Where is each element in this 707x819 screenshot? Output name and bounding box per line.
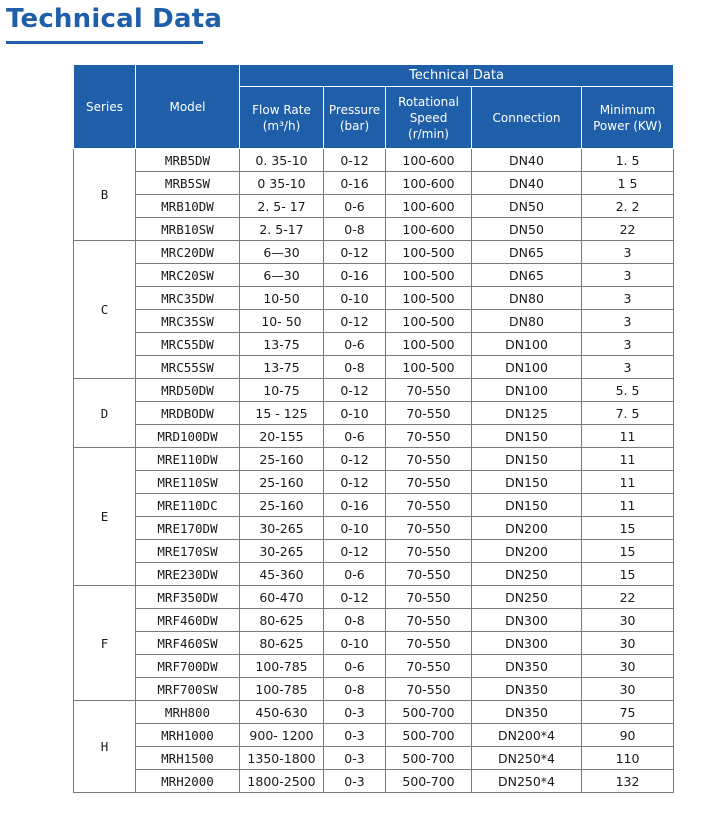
header-series: Series — [74, 65, 136, 149]
model-cell: MRF350DW — [136, 586, 240, 609]
model-cell: MRB10DW — [136, 195, 240, 218]
header-model: Model — [136, 65, 240, 149]
pressure-cell: 0-16 — [324, 494, 386, 517]
header-rotational-speed: Rotational Speed (r/min) — [386, 87, 472, 149]
pressure-cell: 0-10 — [324, 632, 386, 655]
connection-cell: DN350 — [472, 655, 582, 678]
minimum-power-cell: 30 — [582, 609, 674, 632]
table-row — [74, 195, 674, 218]
minimum-power-cell: 15 — [582, 517, 674, 540]
pressure-cell: 0-12 — [324, 379, 386, 402]
series-cell: C — [74, 241, 136, 379]
table-row — [74, 701, 674, 724]
table-body — [74, 149, 674, 793]
minimum-power-cell: 11 — [582, 448, 674, 471]
series-cell: E — [74, 448, 136, 586]
table-row — [74, 287, 674, 310]
rotational-speed-cell: 70-550 — [386, 540, 472, 563]
flow-rate-cell: 10-75 — [240, 379, 324, 402]
flow-rate-cell: 2. 5-17 — [240, 218, 324, 241]
model-cell: MRC35DW — [136, 287, 240, 310]
flow-rate-cell: 80-625 — [240, 632, 324, 655]
page-title: Technical Data — [6, 4, 223, 34]
technical-data-table — [73, 64, 674, 793]
rotational-speed-cell: 100-600 — [386, 149, 472, 172]
rotational-speed-cell: 70-550 — [386, 609, 472, 632]
minimum-power-cell: 30 — [582, 678, 674, 701]
rotational-speed-cell: 500-700 — [386, 701, 472, 724]
connection-cell: DN125 — [472, 402, 582, 425]
minimum-power-cell: 90 — [582, 724, 674, 747]
series-cell: D — [74, 379, 136, 448]
model-cell: MRB5DW — [136, 149, 240, 172]
flow-rate-cell: 60-470 — [240, 586, 324, 609]
connection-cell: DN250 — [472, 563, 582, 586]
pressure-cell: 0-12 — [324, 540, 386, 563]
pressure-cell: 0-3 — [324, 770, 386, 793]
minimum-power-cell: 11 — [582, 425, 674, 448]
rotational-speed-cell: 70-550 — [386, 563, 472, 586]
rotational-speed-cell: 500-700 — [386, 770, 472, 793]
pressure-cell: 0-6 — [324, 195, 386, 218]
rotational-speed-cell: 70-550 — [386, 586, 472, 609]
table-row — [74, 310, 674, 333]
table-row — [74, 609, 674, 632]
connection-cell: DN40 — [472, 172, 582, 195]
flow-rate-cell: 80-625 — [240, 609, 324, 632]
model-cell: MRH1500 — [136, 747, 240, 770]
minimum-power-cell: 132 — [582, 770, 674, 793]
flow-rate-cell: 6—30 — [240, 264, 324, 287]
minimum-power-cell: 11 — [582, 494, 674, 517]
connection-cell: DN100 — [472, 356, 582, 379]
model-cell: MRC20SW — [136, 264, 240, 287]
connection-cell: DN150 — [472, 425, 582, 448]
pressure-cell: 0-3 — [324, 701, 386, 724]
flow-rate-cell: 10-50 — [240, 287, 324, 310]
table-row — [74, 517, 674, 540]
table-row — [74, 402, 674, 425]
rotational-speed-cell: 100-500 — [386, 356, 472, 379]
connection-cell: DN250 — [472, 586, 582, 609]
flow-rate-cell: 100-785 — [240, 678, 324, 701]
connection-cell: DN250*4 — [472, 770, 582, 793]
model-cell: MRF460DW — [136, 609, 240, 632]
rotational-speed-cell: 70-550 — [386, 655, 472, 678]
minimum-power-cell: 7. 5 — [582, 402, 674, 425]
table-row — [74, 586, 674, 609]
pressure-cell: 0-3 — [324, 724, 386, 747]
series-cell: H — [74, 701, 136, 793]
pressure-cell: 0-12 — [324, 448, 386, 471]
model-cell: MRF700SW — [136, 678, 240, 701]
model-cell: MRE170SW — [136, 540, 240, 563]
series-cell: F — [74, 586, 136, 701]
rotational-speed-cell: 100-500 — [386, 333, 472, 356]
header-minimum-power: Minimum Power (KW) — [582, 87, 674, 149]
minimum-power-cell: 75 — [582, 701, 674, 724]
rotational-speed-cell: 70-550 — [386, 678, 472, 701]
pressure-cell: 0-8 — [324, 218, 386, 241]
connection-cell: DN200*4 — [472, 724, 582, 747]
rotational-speed-cell: 100-500 — [386, 241, 472, 264]
model-cell: MRC55DW — [136, 333, 240, 356]
minimum-power-cell: 22 — [582, 586, 674, 609]
series-cell: B — [74, 149, 136, 241]
pressure-cell: 0-16 — [324, 172, 386, 195]
model-cell: MRF460SW — [136, 632, 240, 655]
connection-cell: DN150 — [472, 471, 582, 494]
model-cell: MRD50DW — [136, 379, 240, 402]
model-cell: MRH2000 — [136, 770, 240, 793]
rotational-speed-cell: 70-550 — [386, 425, 472, 448]
flow-rate-cell: 30-265 — [240, 540, 324, 563]
connection-cell: DN250*4 — [472, 747, 582, 770]
pressure-cell: 0-6 — [324, 655, 386, 678]
flow-rate-cell: 0. 35-10 — [240, 149, 324, 172]
model-cell: MRH1000 — [136, 724, 240, 747]
flow-rate-cell: 2. 5- 17 — [240, 195, 324, 218]
pressure-cell: 0-12 — [324, 310, 386, 333]
model-cell: MRE110DC — [136, 494, 240, 517]
minimum-power-cell: 11 — [582, 471, 674, 494]
connection-cell: DN50 — [472, 218, 582, 241]
pressure-cell: 0-8 — [324, 356, 386, 379]
pressure-cell: 0-6 — [324, 425, 386, 448]
minimum-power-cell: 5. 5 — [582, 379, 674, 402]
table-row — [74, 494, 674, 517]
connection-cell: DN150 — [472, 494, 582, 517]
table-row — [74, 149, 674, 172]
model-cell: MRF700DW — [136, 655, 240, 678]
title-underline — [6, 41, 203, 44]
model-cell: MRB10SW — [136, 218, 240, 241]
rotational-speed-cell: 70-550 — [386, 632, 472, 655]
rotational-speed-cell: 100-600 — [386, 218, 472, 241]
table-row — [74, 356, 674, 379]
header-connection: Connection — [472, 87, 582, 149]
flow-rate-cell: 25-160 — [240, 494, 324, 517]
table-row — [74, 471, 674, 494]
flow-rate-cell: 450-630 — [240, 701, 324, 724]
model-cell: MRC55SW — [136, 356, 240, 379]
flow-rate-cell: 25-160 — [240, 448, 324, 471]
rotational-speed-cell: 70-550 — [386, 494, 472, 517]
minimum-power-cell: 1. 5 — [582, 149, 674, 172]
header-pressure: Pressure (bar) — [324, 87, 386, 149]
connection-cell: DN100 — [472, 379, 582, 402]
connection-cell: DN350 — [472, 701, 582, 724]
model-cell: MRD100DW — [136, 425, 240, 448]
minimum-power-cell: 30 — [582, 632, 674, 655]
rotational-speed-cell: 100-500 — [386, 287, 472, 310]
connection-cell: DN80 — [472, 310, 582, 333]
pressure-cell: 0-12 — [324, 149, 386, 172]
rotational-speed-cell: 70-550 — [386, 448, 472, 471]
minimum-power-cell: 110 — [582, 747, 674, 770]
header-flow-rate: Flow Rate (m³/h) — [240, 87, 324, 149]
flow-rate-cell: 900- 1200 — [240, 724, 324, 747]
flow-rate-cell: 100-785 — [240, 655, 324, 678]
table-row — [74, 724, 674, 747]
flow-rate-cell: 15 - 125 — [240, 402, 324, 425]
rotational-speed-cell: 100-500 — [386, 310, 472, 333]
flow-rate-cell: 6—30 — [240, 241, 324, 264]
rotational-speed-cell: 70-550 — [386, 471, 472, 494]
flow-rate-cell: 10- 50 — [240, 310, 324, 333]
connection-cell: DN300 — [472, 609, 582, 632]
connection-cell: DN50 — [472, 195, 582, 218]
minimum-power-cell: 15 — [582, 540, 674, 563]
connection-cell: DN65 — [472, 241, 582, 264]
table-row — [74, 264, 674, 287]
flow-rate-cell: 20-155 — [240, 425, 324, 448]
connection-cell: DN100 — [472, 333, 582, 356]
pressure-cell: 0-10 — [324, 517, 386, 540]
table-row — [74, 678, 674, 701]
rotational-speed-cell: 100-500 — [386, 264, 472, 287]
model-cell: MRE110DW — [136, 448, 240, 471]
flow-rate-cell: 1800-2500 — [240, 770, 324, 793]
minimum-power-cell: 3 — [582, 287, 674, 310]
connection-cell: DN200 — [472, 517, 582, 540]
table-row — [74, 770, 674, 793]
rotational-speed-cell: 70-550 — [386, 517, 472, 540]
model-cell: MRE230DW — [136, 563, 240, 586]
table-row — [74, 425, 674, 448]
table-row — [74, 632, 674, 655]
minimum-power-cell: 3 — [582, 241, 674, 264]
model-cell: MRB5SW — [136, 172, 240, 195]
table-row — [74, 241, 674, 264]
pressure-cell: 0-6 — [324, 563, 386, 586]
pressure-cell: 0-8 — [324, 678, 386, 701]
rotational-speed-cell: 100-600 — [386, 172, 472, 195]
model-cell: MRE110SW — [136, 471, 240, 494]
table-row — [74, 563, 674, 586]
table-row — [74, 655, 674, 678]
pressure-cell: 0-12 — [324, 586, 386, 609]
connection-cell: DN300 — [472, 632, 582, 655]
connection-cell: DN40 — [472, 149, 582, 172]
minimum-power-cell: 3 — [582, 310, 674, 333]
header-technical-data: Technical Data — [240, 65, 674, 87]
rotational-speed-cell: 500-700 — [386, 747, 472, 770]
connection-cell: DN80 — [472, 287, 582, 310]
minimum-power-cell: 2. 2 — [582, 195, 674, 218]
minimum-power-cell: 22 — [582, 218, 674, 241]
connection-cell: DN350 — [472, 678, 582, 701]
model-cell: MRE170DW — [136, 517, 240, 540]
pressure-cell: 0-16 — [324, 264, 386, 287]
pressure-cell: 0-8 — [324, 609, 386, 632]
model-cell: MRH800 — [136, 701, 240, 724]
flow-rate-cell: 30-265 — [240, 517, 324, 540]
minimum-power-cell: 30 — [582, 655, 674, 678]
rotational-speed-cell: 70-550 — [386, 402, 472, 425]
flow-rate-cell: 25-160 — [240, 471, 324, 494]
model-cell: MRDBODW — [136, 402, 240, 425]
flow-rate-cell: 45-360 — [240, 563, 324, 586]
pressure-cell: 0-10 — [324, 287, 386, 310]
pressure-cell: 0-12 — [324, 471, 386, 494]
connection-cell: DN150 — [472, 448, 582, 471]
rotational-speed-cell: 100-600 — [386, 195, 472, 218]
pressure-cell: 0-6 — [324, 333, 386, 356]
table-row — [74, 172, 674, 195]
model-cell: MRC35SW — [136, 310, 240, 333]
minimum-power-cell: 3 — [582, 333, 674, 356]
pressure-cell: 0-3 — [324, 747, 386, 770]
pressure-cell: 0-10 — [324, 402, 386, 425]
minimum-power-cell: 1 5 — [582, 172, 674, 195]
minimum-power-cell: 3 — [582, 356, 674, 379]
table-row — [74, 218, 674, 241]
rotational-speed-cell: 500-700 — [386, 724, 472, 747]
connection-cell: DN65 — [472, 264, 582, 287]
minimum-power-cell: 15 — [582, 563, 674, 586]
flow-rate-cell: 13-75 — [240, 333, 324, 356]
table-row — [74, 379, 674, 402]
table-row — [74, 747, 674, 770]
table-row — [74, 540, 674, 563]
model-cell: MRC20DW — [136, 241, 240, 264]
rotational-speed-cell: 70-550 — [386, 379, 472, 402]
flow-rate-cell: 0 35-10 — [240, 172, 324, 195]
minimum-power-cell: 3 — [582, 264, 674, 287]
connection-cell: DN200 — [472, 540, 582, 563]
pressure-cell: 0-12 — [324, 241, 386, 264]
table-row — [74, 448, 674, 471]
flow-rate-cell: 13-75 — [240, 356, 324, 379]
table-row — [74, 333, 674, 356]
flow-rate-cell: 1350-1800 — [240, 747, 324, 770]
